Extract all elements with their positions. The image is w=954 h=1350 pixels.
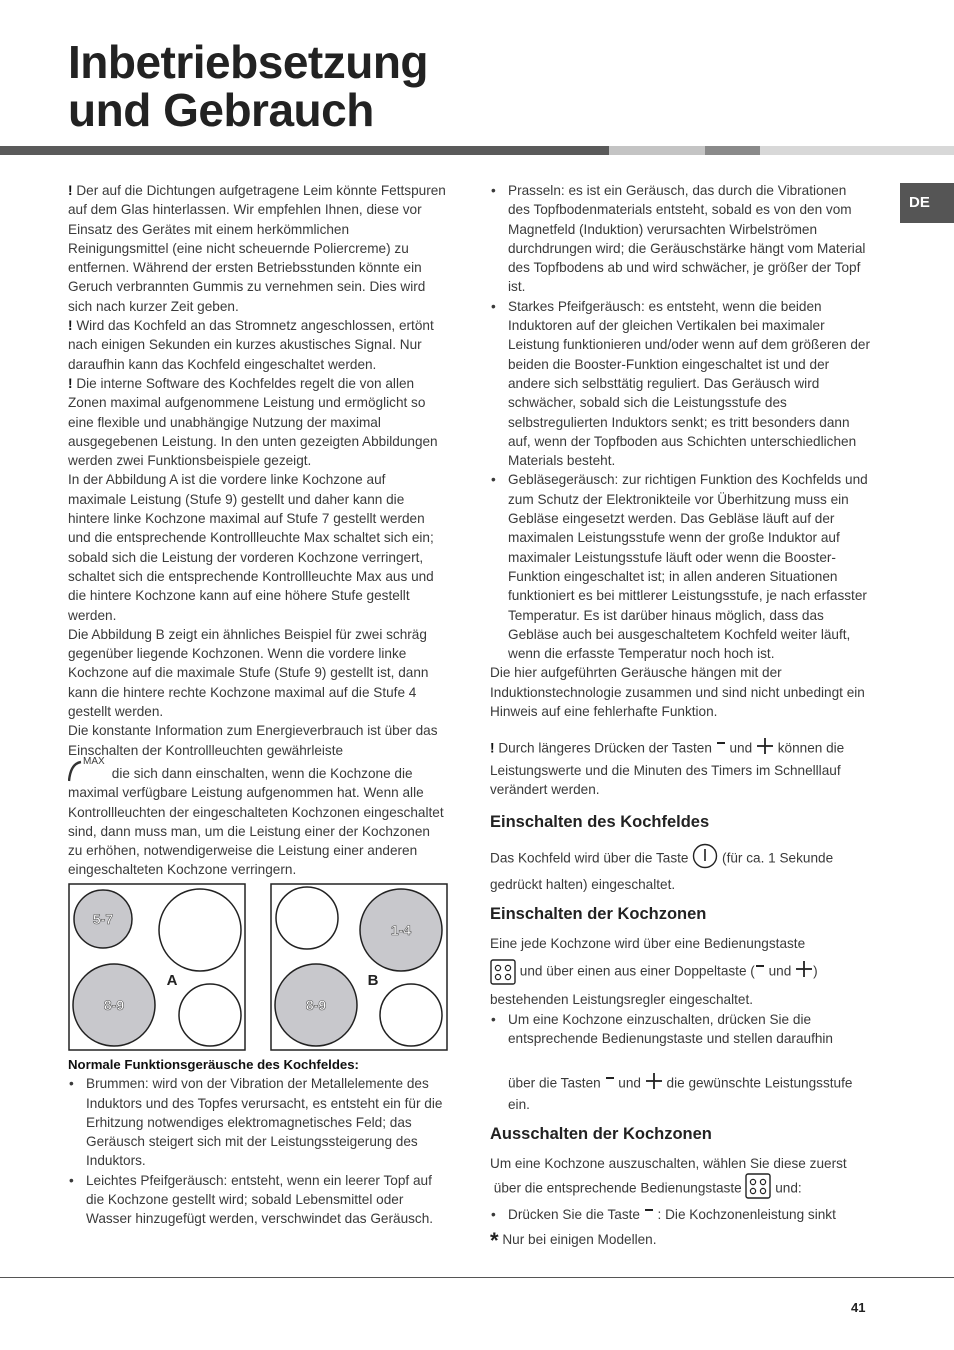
noise-list-continued	[490, 181, 870, 663]
minus-icon	[755, 962, 765, 981]
hob-diagrams	[68, 883, 448, 1051]
header-rule-light	[609, 146, 705, 155]
page-title: Inbetriebsetzung und Gebrauch	[68, 36, 429, 136]
paragraph-figure-a: In der Abbildung A ist die vordere linke Kochzone auf maximale Leistung (Stufe 9) gestellt und daher kann die hintere linke Kochzone maximal auf Stufe 7 gestellt werden und die entsprechende Kontrollleuchte Max schaltet sich ein; sobald sich die Leistung der vorderen Kochzone verringert, schaltet sich die entsprechende Kontrollleuchte Max aus und die hintere Kochzone kann auf eine höhere Stufe gestellt werden.	[68, 472, 434, 623]
paragraph-zones-on: Eine jede Kochzone wird über eine Bedienungstaste und über einen aus einer Doppeltaste ( und ) bestehenden Leistungsregler eingeschaltet.	[490, 935, 818, 1008]
paragraph-long-press: ! Durch längeres Drücken der Tasten und können die Leistungswerte und die Minuten des Timers im Schnelllauf verändert werden.	[490, 737, 870, 799]
paragraph-hob-on: Das Kochfeld wird über die Taste (für ca. 1 Sekunde gedrückt halten) eingeschaltet.	[490, 843, 870, 894]
paragraph-energy: Die konstante Information zum Energieverbrauch ist über das Einschalten der Kontrollleuchten gewährleiste MAX die sich dann einschalten, wenn die Kochzone die maximal verfügbare Leistung aufgenommen hat. Wenn alle Kontrollleuchten der eingeschalteten Kochzonen eingeschaltet sind, dann muss man, um die Leistung einer der Kochzonen zu erhöhen, notwendigerweise die Leistung einer anderen eingeschalteten Kochzone verringern.	[68, 723, 444, 878]
heading-zones-off: Ausschalten der Kochzonen	[490, 1125, 712, 1144]
list-item: • Prasseln: es ist ein Geräusch, das durch die Vibrationen des Topfbodenmaterials entsteht, sobald es von den vom Magnetfeld (Induktion) verursachten Wirbelströmen durchdrungen wird; die Geräuschstärke hängt vom Material des Topfbodens ab und wird schwächer, je größer der Topf ist.	[490, 181, 870, 297]
zone-select-icon	[745, 1173, 771, 1204]
heading-zones-on: Einschalten der Kochzonen	[490, 904, 707, 923]
paragraph-noise-note: Die hier aufgeführten Geräusche hängen mit der Induktionstechnologie zusammen und sind nicht unbedingt ein Hinweis auf eine fehlerhafte Funktion.	[490, 665, 865, 720]
plus-icon	[756, 737, 774, 760]
figure-a-label: A	[166, 972, 178, 989]
asterisk: *	[490, 1228, 499, 1253]
paragraph-glue: ! Der auf die Dichtungen aufgetragene Leim könnte Fettspuren auf dem Glas hinterlassen. Wir empfehlen Ihnen, diese vor Einsatz des Gerätes mit einem herkömmlichen Reinigungsmittel (eine nicht scheuernde Poliercreme) zu entfernen. Während der ersten Betriebsstunden könnte ein Geruch verbrannten Gummis zu vernehmen sein. Dies wird sich nach kurzer Zeit geben.	[68, 183, 446, 314]
zone-a-back-label: 5-7	[92, 911, 114, 927]
hob-diagram-a	[69, 884, 245, 1050]
list-item: • Drücken Sie die Taste : Die Kochzonenleistung sinkt	[490, 1205, 870, 1225]
noise-section	[68, 1055, 446, 1229]
footnote: * Nur bei einigen Modellen.	[490, 1228, 657, 1253]
minus-icon	[644, 1206, 654, 1225]
zones-off-list	[490, 1205, 870, 1225]
max-power-icon: MAX	[68, 760, 108, 782]
zone-select-icon	[490, 959, 516, 990]
noise-heading: Normale Funktionsgeräusche des Kochfeldes:	[68, 1057, 359, 1072]
plus-icon	[795, 960, 813, 983]
footer-rule	[0, 1277, 954, 1278]
zone-b-front-right	[380, 984, 442, 1046]
figure-b-label: B	[367, 972, 379, 989]
paragraph-signal: ! Wird das Kochfeld an das Stromnetz angeschlossen, ertönt nach einigen Sekunden ein kurzes akustisches Signal. Nur daraufhin kann das Kochfeld eingeschaltet werden.	[68, 318, 434, 372]
power-button-icon	[692, 843, 718, 874]
paragraph-software: ! Die interne Software des Kochfeldes regelt die von allen Zonen maximal aufgenommene Leistung und ermöglicht so eine flexible und unabhängige Nutzung der maximal ausgegebenen Leistung. In den unten gezeigten Abbildungen werden zwei Funktionsbeispiele gezeigt.	[68, 375, 438, 469]
minus-icon	[605, 1074, 615, 1093]
language-tab: DE	[900, 183, 954, 223]
noise-list	[68, 1074, 446, 1228]
hob-diagram-b	[271, 884, 447, 1050]
header-rule-mid	[705, 146, 760, 155]
paragraph-figure-b: Die Abbildung B zeigt ein ähnliches Beispiel für zwei schräg gegenüber liegende Kochzonen. Wenn die vordere linke Kochzone auf die maximale Stufe (Stufe 9) gestellt ist, dann kann die hintere rechte Kochzone maximal auf die Stufe 4 gestellt werden.	[68, 626, 429, 720]
left-column	[68, 181, 446, 880]
header-rule-pale	[760, 146, 954, 155]
zone-a-front-right	[179, 984, 241, 1046]
list-item: • Starkes Pfeifgeräusch: es entsteht, wenn die beiden Induktoren auf der gleichen Vertikalen bei maximaler Leistung funktionieren und/oder wenn auf dem größeren der beiden die Booster-Funktion eingeschaltet ist und der andere sich selbsttätig reguliert. Das Geräusch wird schwächer, sobald sich die Leistungsstufe des selbstregulierten Induktors senkt; es tritt besonders dann auf, wenn der Topfboden aus Schichten unterschiedlichen Materials besteht.	[490, 297, 870, 471]
plus-icon	[645, 1072, 663, 1095]
header-rule-dark	[0, 146, 609, 155]
list-item: • Gebläsegeräusch: zur richtigen Funktion des Kochfelds und zum Schutz der Elektronikteile vor Überhitzung muss ein Gebläse eingesetzt werden. Das Gebläse läuft auf der maximalen Leistungsstufe wenn der große Induktor auf maximaler Leistungsstufe läuft oder wenn die Booster-Funktion eingeschaltet ist; in allen anderen Situationen funktioniert es bei mittlerer Leistungsstufe, je nach erfasster Temperatur. Es ist darüber hinaus möglich, dass das Gebläse auch bei ausgeschaltetem Kochfeld weiter läuft, wenn die erfasste Temperatur noch hoch ist.	[490, 470, 870, 663]
list-item: • Um eine Kochzone einzuschalten, drücken Sie die entsprechende Bedienungstaste und stellen daraufhin über die Tasten und die gewünschte Leistungsstufe ein.	[490, 1010, 870, 1114]
paragraph-zones-off: Um eine Kochzone auszuschalten, wählen Sie diese zuerst über die entsprechende Bedienungstaste und:	[490, 1154, 870, 1205]
zone-a-front-label: 8-9	[103, 997, 125, 1013]
right-column	[490, 181, 870, 1225]
zone-a-back-right	[159, 889, 241, 971]
page-number: 41	[851, 1300, 866, 1315]
minus-icon	[716, 739, 726, 758]
list-item: • Leichtes Pfeifgeräusch: entsteht, wenn ein leerer Topf auf die Kochzone gestellt wird; sobald Lebensmittel oder Wasser hinzugefügt werden, verschwindet das Geräusch.	[68, 1171, 446, 1229]
zone-b-back-left	[276, 887, 338, 949]
zones-on-list	[490, 1010, 870, 1114]
zone-b-front-label: 8-9	[305, 997, 327, 1013]
list-item: • Brummen: wird von der Vibration der Metallelemente des Induktors und des Topfes verursacht, es entsteht ein für die Erhitzung notwendiges elektromagnetisches Feld; das Geräusch steigert sich mit der Leistungssteigerung des Induktors.	[68, 1074, 446, 1170]
heading-hob-on: Einschalten des Kochfeldes	[490, 813, 710, 832]
zone-b-back-label: 1-4	[390, 922, 412, 938]
